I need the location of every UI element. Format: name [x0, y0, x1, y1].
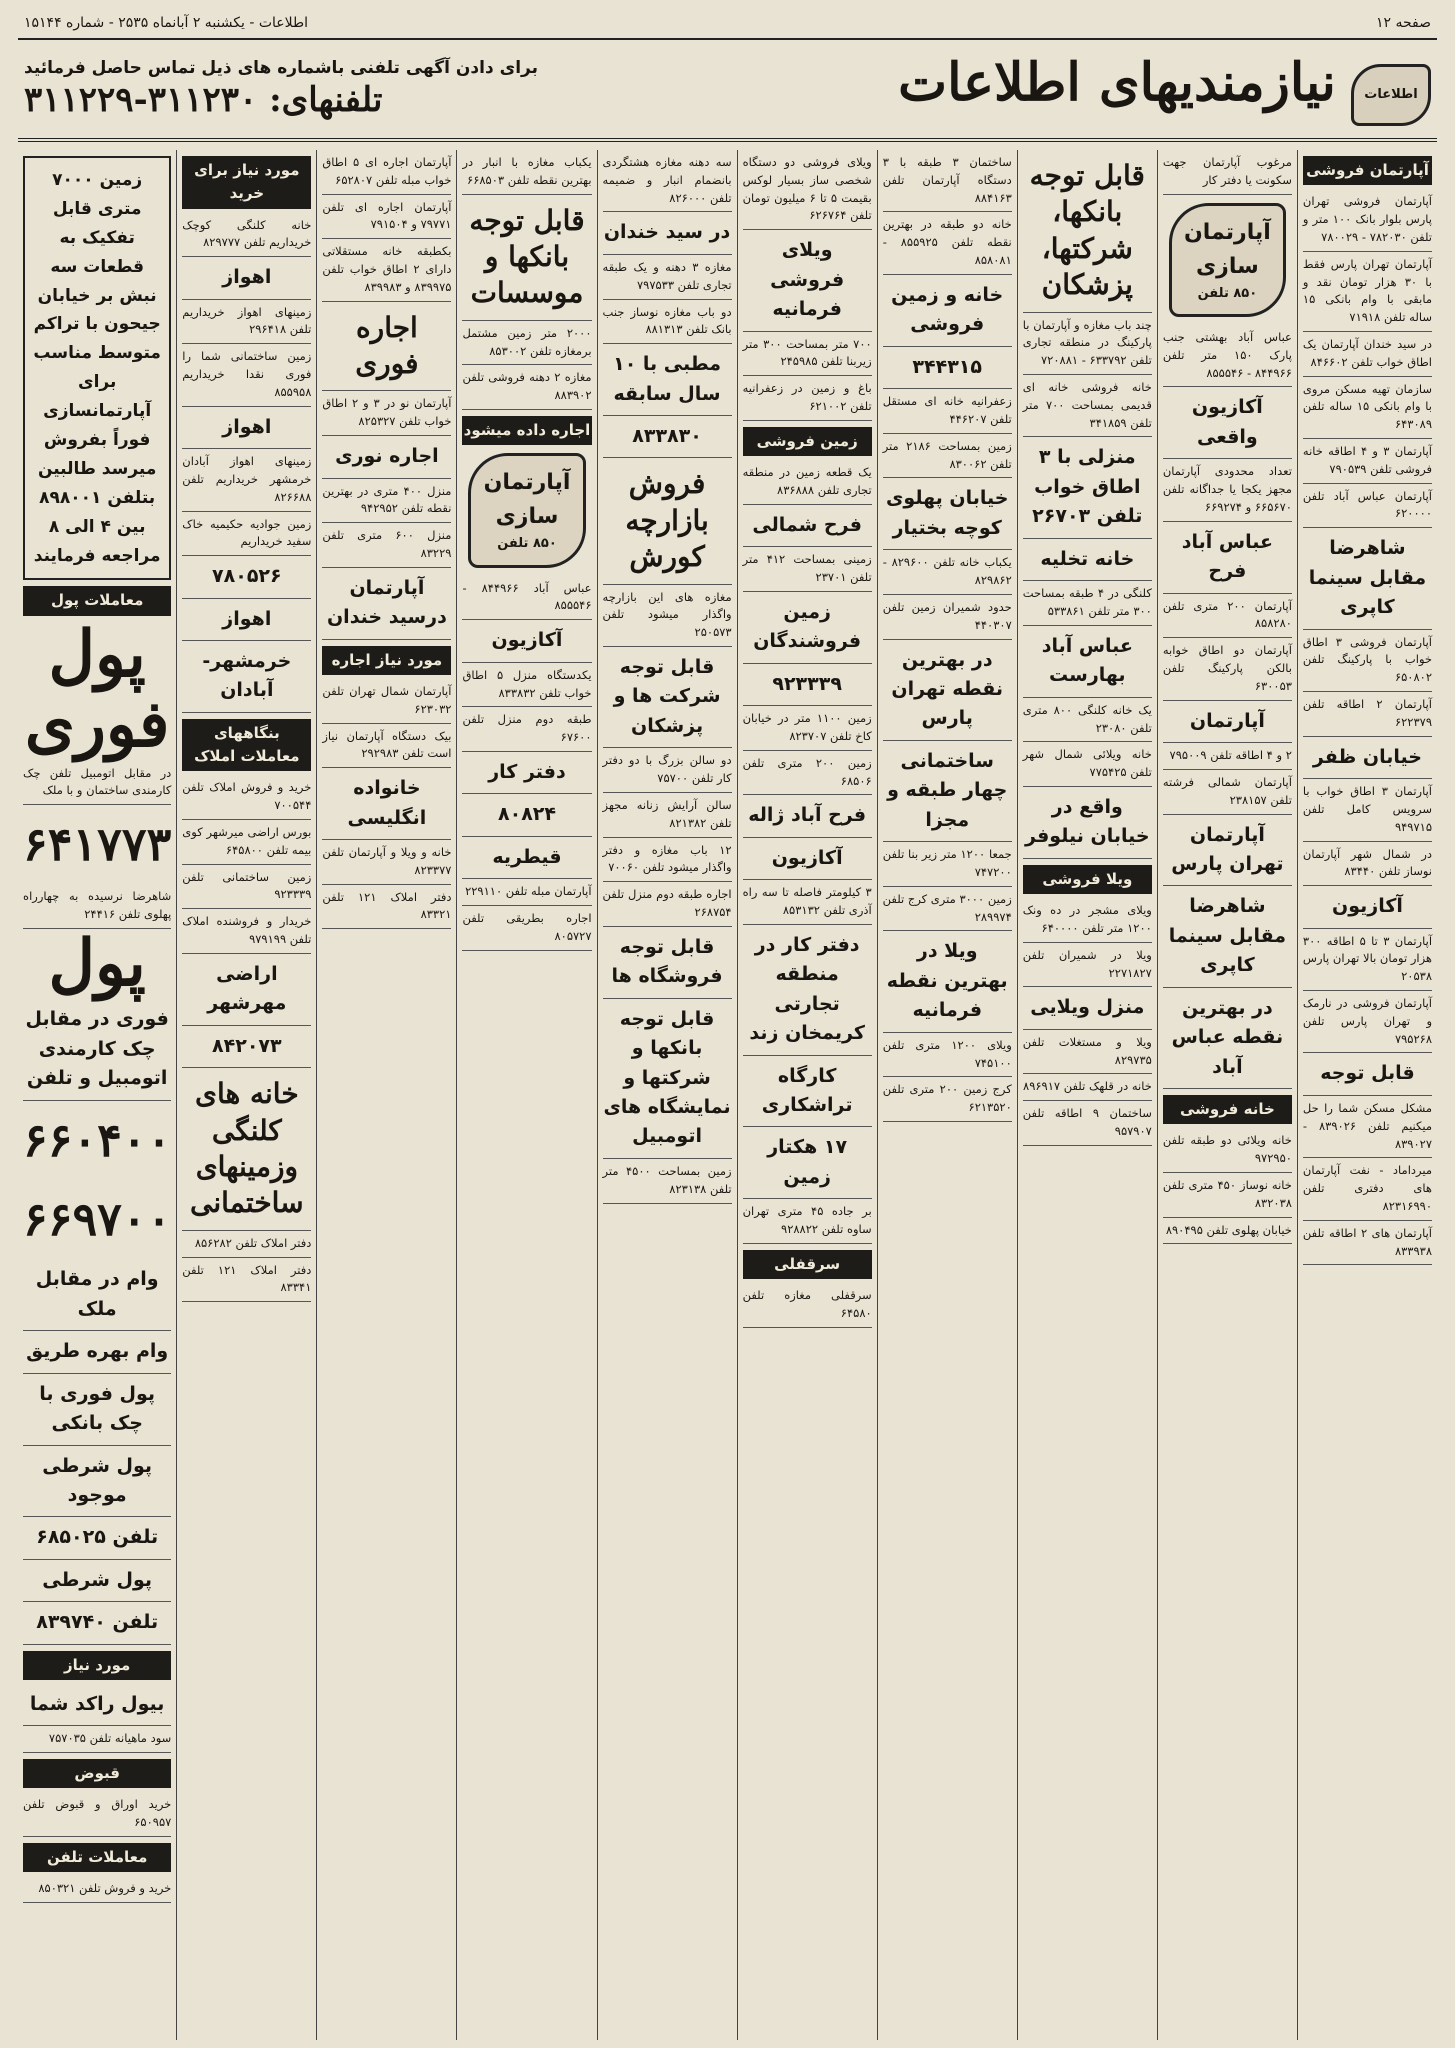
classified-ad: خانه دو طبقه در بهترین نقطه تلفن ۸۵۵۹۲۵ - ۸۵۸۰۸۱ — [883, 212, 1012, 274]
ad-phone: ۷۸۰۵۲۶ — [182, 556, 311, 598]
ad-headline-large: قابل توجه بانکها و موسسات — [462, 195, 591, 321]
ad-headline-large: فروش بازارچه کورش — [603, 458, 732, 584]
ad-headline: خیابان ظفر — [1303, 737, 1432, 779]
classified-ad: خانه کلنگی کوچک خریداریم تلفن ۸۲۹۷۷۷ — [182, 213, 311, 258]
ad-headline: آپارتمان تهران پارس — [1163, 815, 1292, 887]
classifieds-columns — [18, 150, 1437, 2040]
classified-ad: باغ و زمین در زعفرانیه تلفن ۶۲۱۰۰۲ — [743, 376, 872, 421]
apartment-builder-logo-ad — [468, 453, 585, 567]
ad-headline: خیابان پهلوی کوچه بختیار — [883, 478, 1012, 550]
ad-headline-large: خانه های کلنگی وزمینهای ساختمانی — [182, 1068, 311, 1231]
classified-ad: یکباب خانه تلفن ۸۲۹۶۰۰ - ۸۲۹۸۶۲ — [883, 550, 1012, 595]
ad-headline: قابل توجه — [1303, 1053, 1432, 1095]
classified-ad: زمینهای اهواز آبادان خرمشهر خریداریم تلفن ۸۲۶۶۸۸ — [182, 449, 311, 511]
classified-ad: سود ماهیانه تلفن ۷۵۷۰۳۵ — [23, 1726, 171, 1753]
ad-headline: مطبی با ۱۰ سال سابقه — [603, 344, 732, 416]
classified-ad: حدود شمیران زمین تلفن ۴۴۰۳۰۷ — [883, 595, 1012, 640]
classified-ad: مغازه های این بازارچه واگذار میشود تلفن ۲۵۰۵۷۳ — [603, 585, 732, 647]
masthead-title-block — [898, 52, 1431, 127]
ad-phone: ۸۰۸۲۴ — [462, 794, 591, 836]
ad-phone: تلفن ۶۸۵۰۲۵ — [23, 1517, 171, 1559]
classified-ad: آپارتمان فروشی ۳ اطاق خواب با پارکینگ تلفن ۶۵۰۸۰۲ — [1303, 630, 1432, 692]
classified-ad: آپارتمان مبله تلفن ۲۲۹۱۱۰ — [462, 879, 591, 906]
page-topline — [18, 8, 1437, 40]
dateline: اطلاعات - یکشنبه ۲ آبانماه ۲۵۳۵ - شماره ۱۵۱۴۴ — [24, 15, 309, 31]
classified-ad: عباس آباد بهشتی جنب پارک ۱۵۰ متر تلفن ۸۴۴۹۶۶ - ۸۵۵۵۴۶ — [1163, 325, 1292, 387]
classified-ad: زمین بمساحت ۴۵۰۰ متر تلفن ۸۲۳۱۳۸ — [603, 1159, 732, 1204]
ad-headline: واقع در خیابان نیلوفر — [1023, 787, 1152, 859]
classified-ad: سازمان تهیه مسکن مروی با وام بانکی ۱۵ ساله تلفن ۶۴۳۰۸۹ — [1303, 377, 1432, 439]
classified-ad: میرداماد - نفت آپارتمان های دفتری تلفن ۸۲۳۱۶۹۹۰ — [1303, 1158, 1432, 1220]
ad-headline-huge: پول — [48, 926, 146, 1002]
ad-phone-large: ۶۴۱۷۷۳ — [23, 817, 172, 872]
classified-ad: دو سالن بزرگ با دو دفتر کار تلفن ۷۵۷۰۰ — [603, 748, 732, 793]
classified-ad: دفتر املاک ۱۲۱ تلفن ۸۳۳۲۱ — [322, 885, 451, 930]
classified-ad: چند باب مغازه و آپارتمان با پارکینگ در منطقه تجاری تلفن ۶۳۳۷۹۲ - ۷۲۰۸۸۱ — [1023, 313, 1152, 375]
ad-headline: آپارتمان — [1163, 701, 1292, 743]
classified-ad: بورس اراضی میرشهر کوی بیمه تلفن ۶۴۵۸۰۰ — [182, 820, 311, 865]
classified-ad: بر جاده ۴۵ متری تهران ساوه تلفن ۹۲۸۸۲۲ — [743, 1199, 872, 1244]
phone-instruction: برای دادن آگهی تلفنی باشماره های ذیل تماس حاصل فرمائید — [24, 58, 538, 78]
column-4 — [877, 150, 1017, 2040]
category-header: زمین فروشی — [743, 427, 872, 456]
ad-headline: در بهترین نقطه عباس آباد — [1163, 988, 1292, 1089]
classified-ad: خانه ویلائی دو طبقه تلفن ۹۷۲۹۵۰ — [1163, 1128, 1292, 1173]
ad-headline: خرمشهر-آبادان — [182, 641, 311, 713]
classified-ad: دفتر املاک تلفن ۸۵۶۲۸۲ — [182, 1231, 311, 1258]
classified-ad: خانه در قلهک تلفن ۸۹۶۹۱۷ — [1023, 1074, 1152, 1101]
classified-ad: خریدار و فروشنده املاک تلفن ۹۷۹۱۹۹ — [182, 909, 311, 954]
column-3 — [1017, 150, 1157, 2040]
ad-headline: زمین فروشندگان — [743, 592, 872, 664]
ad-phone-large: ۶۶۰۴۰۰ — [23, 1112, 172, 1167]
column-7 — [456, 150, 596, 2040]
ad-headline: در بهترین نقطه تهران پارس — [883, 640, 1012, 741]
ad-headline: دفتر کار در منطقه تجارتی کریمخان زند — [743, 925, 872, 1056]
ad-headline: ویلای فروشی فرمانیه — [743, 230, 872, 331]
ad-headline: آکازیون واقعی — [1163, 387, 1292, 459]
classified-ad: شاهرضا نرسیده به چهارراه پهلوی تلفن ۲۴۴۱۶ — [23, 884, 171, 929]
category-header: مورد نیاز — [23, 1651, 171, 1680]
ad-headline-huge: پول فوری — [24, 616, 170, 763]
classified-ad: زمین ۱۱۰۰ متر در خیابان کاخ تلفن ۸۲۳۷۰۷ — [743, 706, 872, 751]
classified-ad: آپارتمان دو اطاق خوابه بالکن پارکینگ تلفن ۶۳۰۰۵۳ — [1163, 638, 1292, 700]
classified-ad: تعداد محدودی آپارتمان مجهز یکجا یا جداگانه تلفن ۶۶۵۶۷۰ و ۶۶۹۲۷۴ — [1163, 459, 1292, 521]
ad-headline: ویلا در بهترین نقطه فرمانیه — [883, 931, 1012, 1032]
classified-ad: سرقفلی مغازه تلفن ۶۴۵۸۰ — [743, 1283, 872, 1328]
column-1 — [1297, 150, 1437, 2040]
newspaper-logo: اطلاعات — [1351, 64, 1431, 126]
logo-text: آپارتمان سازی — [1183, 219, 1271, 279]
ad-phone: ۳۴۴۳۱۵ — [883, 347, 1012, 389]
ad-headline: منزلی با ۳ اطاق خواب تلفن ۲۶۷۰۳ — [1023, 437, 1152, 538]
ad-phone: ۸۴۲۰۷۳ — [182, 1026, 311, 1068]
ad-headline: پول فوری با چک بانکی — [23, 1374, 171, 1446]
ad-headline: فرح آباد ژاله — [743, 795, 872, 837]
classified-ad: بیک دستگاه آپارتمان نیاز است تلفن ۲۹۲۹۸۳ — [322, 724, 451, 769]
classified-ad: در مقابل اتومبیل تلفن چک کارمندی ساختمان و با ملک — [23, 761, 171, 806]
ad-headline: قابل توجه بانکها و شرکتها و نمایشگاه های اتومبیل — [603, 999, 732, 1159]
classified-ad: سالن آرایش زنانه مجهز تلفن ۸۲۱۳۸۲ — [603, 793, 732, 838]
category-header: مورد نیاز برای خرید — [182, 156, 311, 209]
ad-headline: قیطریه — [462, 837, 591, 879]
ad-headline-small: زمین جوادیه حکیمیه خاک سفید خریداریم — [182, 512, 311, 557]
newspaper-page — [18, 8, 1437, 2038]
ad-phone-large: ۶۶۹۷۰۰ — [23, 1192, 172, 1247]
classified-ad: طبقه دوم منزل تلفن ۶۷۶۰۰ — [462, 707, 591, 752]
category-header: مورد نیاز اجاره — [322, 646, 451, 675]
classified-ad: یکباب مغازه با انبار در بهترین نقطه تلفن ۶۶۸۵۰۳ — [462, 150, 591, 195]
phone-numbers: تلفنهای: ۳۱۱۲۳۰-۳۱۱۲۲۹ — [24, 80, 383, 120]
classified-ad: زمینی بمساحت ۴۱۲ متر تلفن ۲۳۷۰۱ — [743, 547, 872, 592]
classified-ad: خیابان پهلوی تلفن ۸۹۰۴۹۵ — [1163, 1218, 1292, 1245]
classified-ad: کرج زمین ۲۰۰ متری تلفن ۶۲۱۳۵۲۰ — [883, 1077, 1012, 1122]
classified-ad: آپارتمان ۳ و ۴ اطاقه خانه فروشی تلفن ۷۹۰۵۳۹ — [1303, 439, 1432, 484]
category-header: آپارتمان فروشی — [1303, 156, 1432, 185]
classified-ad: یک قطعه زمین در منطقه تجاری تلفن ۸۳۶۸۸۸ — [743, 460, 872, 505]
classified-ad: مشکل مسکن شما را حل میکنیم تلفن ۸۳۹۰۲۶ - ۸۳۹۰۲۷ — [1303, 1096, 1432, 1158]
classified-ad: ویلا و مستغلات تلفن ۸۲۹۷۳۵ — [1023, 1030, 1152, 1075]
ad-headline: دفتر کار — [462, 752, 591, 794]
masthead-contact — [24, 58, 538, 120]
ad-caption: مرغوب آپارتمان جهت سکونت یا دفتر کار — [1163, 150, 1292, 195]
classified-ad: آپارتمان ۳ تا ۵ اطاقه ۳۰۰ هزار تومان بالا تهران پارس ۲۰۵۳۸ — [1303, 929, 1432, 991]
ad-headline: اهواز — [182, 257, 311, 299]
classified-ad: زمین بمساحت ۲۱۸۶ متر تلفن ۸۳۰۰۶۲ — [883, 434, 1012, 479]
category-header: اجاره داده میشود — [462, 416, 591, 445]
classified-ad: ۲۰۰۰ متر زمین مشتمل برمغازه تلفن ۸۵۳۰۰۲ — [462, 321, 591, 366]
classified-ad: بکطبقه خانه مستقلاتی دارای ۲ اطاق خواب تلفن ۸۳۹۹۷۵ و ۸۳۹۹۸۳ — [322, 239, 451, 301]
ad-phone: ۹۲۳۳۳۹ — [743, 664, 872, 706]
classified-ad: آپارتمان اجاره ای ۵ اطاق خواب مبله تلفن ۶۵۲۸۰۷ — [322, 150, 451, 195]
classified-ad: آپارتمان تهران پارس فقط با ۳۰ هزار تومان نقد و مابقی با وام بانکی ۱۵ ساله تلفن ۷۱۹۱۸ — [1303, 252, 1432, 332]
ad-headline: خانه تخلیه — [1023, 539, 1152, 581]
apartment-builder-logo-ad — [1169, 203, 1286, 317]
classified-ad: ۳ کیلومتر فاصله تا سه راه آذری تلفن ۸۵۳۱۳۲ — [743, 880, 872, 925]
ad-headline: اجاره نوری — [322, 436, 451, 478]
classified-ad: اجاره طبقه دوم منزل تلفن ۲۶۸۷۵۴ — [603, 882, 732, 927]
boxed-land-ad: زمین ۷۰۰۰ متری قابل تفکیک به قطعات سه نبش بر خیابان جیحون با تراکم متوسط مناسب برای آپارتمانسازی فوراً بفروش میرسد طالبین بتلفن ۸۹۸۰۰۱ بین ۴ الی ۸ مراجعه فرمایند — [23, 156, 171, 580]
classified-ad: یک خانه کلنگی ۸۰۰ متری تلفن ۲۳۰۸۰ — [1023, 698, 1152, 743]
column-2 — [1157, 150, 1297, 2040]
classified-ad: در سید خندان آپارتمان یک اطاق خواب تلفن ۸۴۶۶۰۲ — [1303, 332, 1432, 377]
category-header: خانه فروشی — [1163, 1095, 1292, 1124]
classified-ad: آپارتمان ۲ اطاقه تلفن ۶۲۲۳۷۹ — [1303, 692, 1432, 737]
ad-headline: پول شرطی موجود — [23, 1446, 171, 1518]
ad-headline: آکازیون — [462, 620, 591, 662]
category-header: سرقفلی — [743, 1250, 872, 1279]
column-5 — [737, 150, 877, 2040]
classified-ad: ۲ و ۴ اطاقه تلفن ۷۹۵۰۰۹ — [1163, 743, 1292, 770]
ad-headline: قابل توجه شرکت ها و پزشکان — [603, 647, 732, 748]
ad-headline: آکازیون — [1303, 886, 1432, 928]
ad-headline: فوری در مقابل چک کارمندی اتومبیل و تلفن — [23, 999, 171, 1100]
classified-ad: ویلای فروشی دو دستگاه شخصی ساز بسیار لوکس بقیمت ۵ تا ۶ میلیون تومان تلفن ۶۲۶۷۶۴ — [743, 150, 872, 230]
classified-ad: خرید اوراق و قبوض تلفن ۶۵۰۹۵۷ — [23, 1792, 171, 1837]
classified-ad: آپارتمان عباس آباد تلفن ۶۲۰۰۰۰ — [1303, 484, 1432, 529]
ad-headline: ۱۷ هکتار زمین — [743, 1127, 872, 1199]
category-header: معاملات تلفن — [23, 1843, 171, 1872]
ad-headline: کارگاه تراشکاری — [743, 1056, 872, 1128]
classified-ad: دفتر املاک ۱۲۱ تلفن ۸۳۳۴۱ — [182, 1258, 311, 1303]
classified-ad: ویلای مشجر در ده ونک ۱۲۰۰ متر تلفن ۶۴۰۰۰۰ — [1023, 898, 1152, 943]
masthead — [18, 40, 1437, 142]
ad-headline-large: قابل توجه بانکها، شرکتها، پزشکان — [1023, 150, 1152, 313]
ad-headline: فرح شمالی — [743, 505, 872, 547]
classified-ad: ویلای ۱۲۰۰ متری تلفن ۷۴۵۱۰۰ — [883, 1033, 1012, 1078]
classified-ad: آپارتمان نو در ۳ و ۲ اطاق خواب تلفن ۸۲۵۳۲۷ — [322, 391, 451, 436]
classified-ad: عباس آباد ۸۴۴۹۶۶ - ۸۵۵۵۴۶ — [462, 576, 591, 621]
classified-ad: آپارتمان ۳ اطاق خواب با سرویس کامل تلفن ۹۴۹۷۱۵ — [1303, 779, 1432, 841]
ad-headline: وام در مقابل ملک — [23, 1259, 171, 1331]
classified-ad: ۱۲ باب مغازه و دفتر واگذار میشود تلفن ۷۰۰۶۰ — [603, 838, 732, 883]
classified-ad: اجاره بطریقی تلفن ۸۰۵۷۲۷ — [462, 906, 591, 951]
classified-ad: زمین ۲۰۰ متری تلفن ۶۸۵۰۶ — [743, 751, 872, 796]
ad-headline: خانواده انگلیسی — [322, 768, 451, 840]
column-9 — [176, 150, 316, 2040]
classified-ad: زمین ۳۰۰۰ متری کرج تلفن ۲۸۹۹۷۴ — [883, 887, 1012, 932]
logo-text: آپارتمان سازی — [483, 470, 571, 530]
ad-phone: تلفن ۸۳۹۷۴۰ — [23, 1602, 171, 1644]
ad-headline: عباس آباد بهارست — [1023, 626, 1152, 698]
classified-ad: منزل ۶۰۰ متری تلفن ۸۳۲۲۹ — [322, 523, 451, 568]
classified-ad: زمین ساختمانی شما را فوری نقدا خریداریم ۸۵۵۹۵۸ — [182, 344, 311, 406]
classified-ad: ویلا در شمیران تلفن ۲۲۷۱۸۲۷ — [1023, 943, 1152, 988]
ad-headline: قابل توجه فروشگاه ها — [603, 927, 732, 999]
classified-ad: دو باب مغازه نوساز جنب بانک تلفن ۸۸۱۳۱۳ — [603, 300, 732, 345]
ad-headline: پول شرطی — [23, 1560, 171, 1602]
classified-ad: ساختمان ۳ طبقه با ۳ دستگاه آپارتمان تلفن ۸۸۴۱۶۳ — [883, 150, 1012, 212]
page-number: صفحه ۱۲ — [1375, 15, 1431, 31]
logo-subtext: ۸۵۰ تلفن — [497, 536, 557, 552]
classified-ad: خرید و فروش تلفن ۸۵۰۳۲۱ — [23, 1876, 171, 1903]
section-title: نیازمندیهای اطلاعات — [898, 51, 1336, 113]
classified-ad: ۷۰۰ متر بمساحت ۳۰۰ متر زیربنا تلفن ۲۴۵۹۸۵ — [743, 332, 872, 377]
classified-ad: مغازه ۲ دهنه فروشی تلفن ۸۸۳۹۰۲ — [462, 365, 591, 410]
classified-ad: جمعا ۱۲۰۰ متر زیر بنا تلفن ۷۴۷۲۰۰ — [883, 842, 1012, 887]
category-header: ویلا فروشی — [1023, 865, 1152, 894]
ad-phone: ۸۳۳۸۳۰ — [603, 416, 732, 458]
ad-headline: عباس آباد فرح — [1163, 522, 1292, 594]
column-10 — [18, 150, 176, 2040]
ad-headline: منزل ویلایی — [1023, 987, 1152, 1029]
ad-headline: ساختمانی چهار طبقه و مجزا — [883, 741, 1012, 842]
classified-ad: منزل ۴۰۰ متری در بهترین نقطه تلفن ۹۴۲۹۵۲ — [322, 479, 451, 524]
classified-ad: زمینهای اهواز خریداریم تلفن ۲۹۶۴۱۸ — [182, 300, 311, 345]
classified-ad: آپارتمان فروشی تهران پارس بلوار بانک ۱۰۰ متر و تلفن ۷۸۲۰۳۰ - ۷۸۰۰۲۹ — [1303, 189, 1432, 251]
classified-ad: مغازه ۳ دهنه و یک طبقه تجاری تلفن ۷۹۷۵۳۳ — [603, 255, 732, 300]
classified-ad: زعفرانیه خانه ای مستقل تلفن ۴۴۶۲۰۷ — [883, 389, 1012, 434]
classified-ad: آپارتمان فروشی در نارمک و تهران پارس تلفن ۷۹۵۲۶۸ — [1303, 991, 1432, 1053]
classified-ad: خانه نوساز ۴۵۰ متری تلفن ۸۳۲۰۳۸ — [1163, 1173, 1292, 1218]
category-header: قبوض — [23, 1759, 171, 1788]
ad-headline: خانه و زمین فروشی — [883, 275, 1012, 347]
classified-ad: خرید و فروش املاک تلفن ۷۰۰۵۴۴ — [182, 775, 311, 820]
ad-headline: اهواز — [182, 599, 311, 641]
classified-ad: آپارتمان شمالی فرشته تلفن ۲۳۸۱۵۷ — [1163, 770, 1292, 815]
classified-ad: خانه و ویلا و آپارتمان تلفن ۸۲۳۳۷۷ — [322, 840, 451, 885]
ad-headline: در سید خندان — [603, 212, 732, 254]
ad-headline: وام بهره طریق — [23, 1331, 171, 1373]
ad-headline: آکازیون — [743, 838, 872, 880]
classified-ad: کلنگی در ۴ طبقه بمساحت ۳۰۰ متر تلفن ۵۳۳۸۶۱ — [1023, 581, 1152, 626]
ad-headline: شاهرضا مقابل سینما کاپری — [1163, 886, 1292, 987]
classified-ad: زمین ساختمانی تلفن ۹۲۳۳۳۹ — [182, 865, 311, 910]
ad-headline: اراضی مهرشهر — [182, 954, 311, 1026]
logo-subtext: ۸۵۰ تلفن — [1197, 285, 1258, 301]
category-header: بنگاههای معاملات املاک — [182, 719, 311, 772]
ad-headline: شاهرضا مقابل سینما کاپری — [1303, 528, 1432, 629]
ad-headline: اهواز — [182, 407, 311, 449]
classified-ad: در شمال شهر آپارتمان نوساز تلفن ۸۳۴۴۰ — [1303, 842, 1432, 887]
classified-ad: یکدستگاه منزل ۵ اطاق خواب تلفن ۸۳۳۸۳۲ — [462, 663, 591, 708]
classified-ad: خانه فروشی خانه ای قدیمی بمساحت ۷۰۰ متر تلفن ۳۴۱۸۵۹ — [1023, 375, 1152, 437]
column-6 — [597, 150, 737, 2040]
ad-headline-large: اجاره فوری — [322, 302, 451, 392]
classified-ad: آپارتمان شمال تهران تلفن ۶۲۳۰۳۲ — [322, 679, 451, 724]
classified-ad: خانه ویلائی شمال شهر تلفن ۷۷۵۴۲۵ — [1023, 742, 1152, 787]
classified-ad: آپارتمان ۲۰۰ متری تلفن ۸۵۸۲۸۰ — [1163, 594, 1292, 639]
ad-headline: بیول راکد شما — [23, 1684, 171, 1726]
category-header: معاملات پول — [23, 586, 171, 615]
classified-ad: سه دهنه مغازه هشتگردی بانضمام انبار و ضمیمه تلفن ۸۲۶۰۰۰ — [603, 150, 732, 212]
classified-ad: آپارتمان اجاره ای تلفن ۷۹۷۷۱ و ۷۹۱۵۰۴ — [322, 195, 451, 240]
classified-ad: آپارتمان های ۲ اطاقه تلفن ۸۳۳۹۳۸ — [1303, 1221, 1432, 1266]
ad-headline: آپارتمان درسید خندان — [322, 568, 451, 640]
classified-ad: ساختمان ۹ اطاقه تلفن ۹۵۷۹۰۷ — [1023, 1101, 1152, 1146]
column-8 — [316, 150, 456, 2040]
